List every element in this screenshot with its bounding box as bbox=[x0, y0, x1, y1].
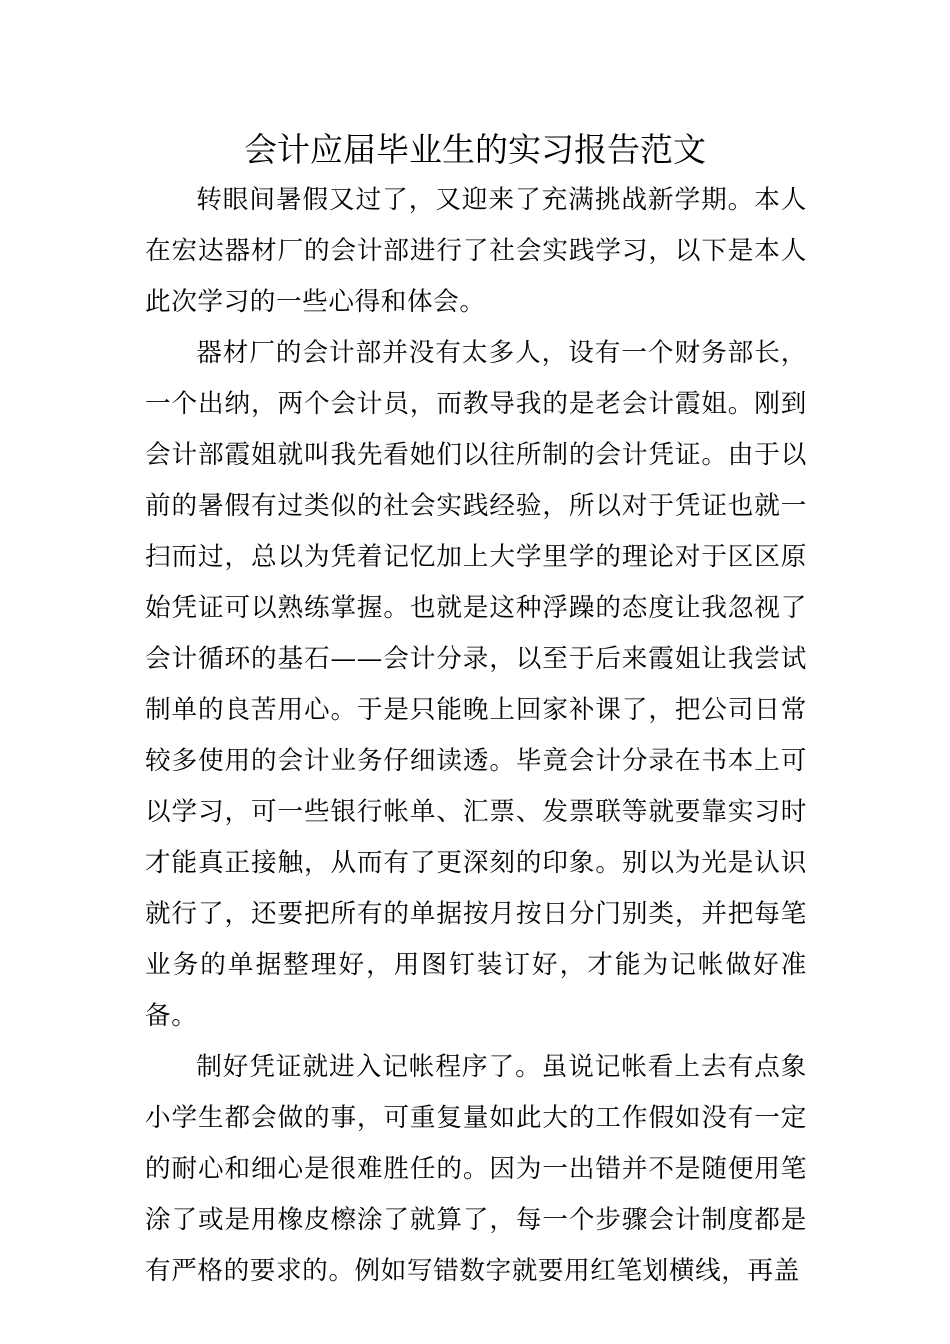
paragraph-2: 器材厂的会计部并没有太多人，设有一个财务部长，一个出纳，两个会计员，而教导我的是老会计霞姐。刚到会计部霞姐就叫我先看她们以往所制的会计凭证。由于以前的暑假有过类似的社会实践经验，所以对于凭证也就一扫而过，总以为凭着记忆加上大学里学的理论对于区区原始凭证可以熟练掌握。也就是这种浮躁的态度让我忽视了会计循环的基石——会计分录，以至于后来霞姐让我尝试制单的良苦用心。于是只能晚上回家补课了，把公司日常较多使用的会计业务仔细读透。毕竟会计分录在书本上可以学习，可一些银行帐单、汇票、发票联等就要靠实习时才能真正接触，从而有了更深刻的印象。别以为光是认识就行了，还要把所有的单据按月按日分门别类，并把每笔业务的单据整理好，用图钉装订好，才能为记帐做好准备。 bbox=[145, 338, 807, 1031]
paragraph-1: 转眼间暑假又过了，又迎来了充满挑战新学期。本人在宏达器材厂的会计部进行了社会实践学习，以下是本人此次学习的一些心得和体会。 bbox=[145, 185, 807, 317]
document-title: 会计应届毕业生的实习报告范文 bbox=[244, 130, 706, 169]
paragraph-3: 制好凭证就进入记帐程序了。虽说记帐看上去有点象小学生都会做的事，可重复量如此大的工作假如没有一定的耐心和细心是很难胜任的。因为一出错并不是随便用笔涂了或是用橡皮檫涂了就算了，每一个步骤会计制度都是有严格的要求的。例如写错数字就要用红笔划横线，再盖 bbox=[145, 1052, 807, 1286]
document-body bbox=[145, 175, 807, 1297]
